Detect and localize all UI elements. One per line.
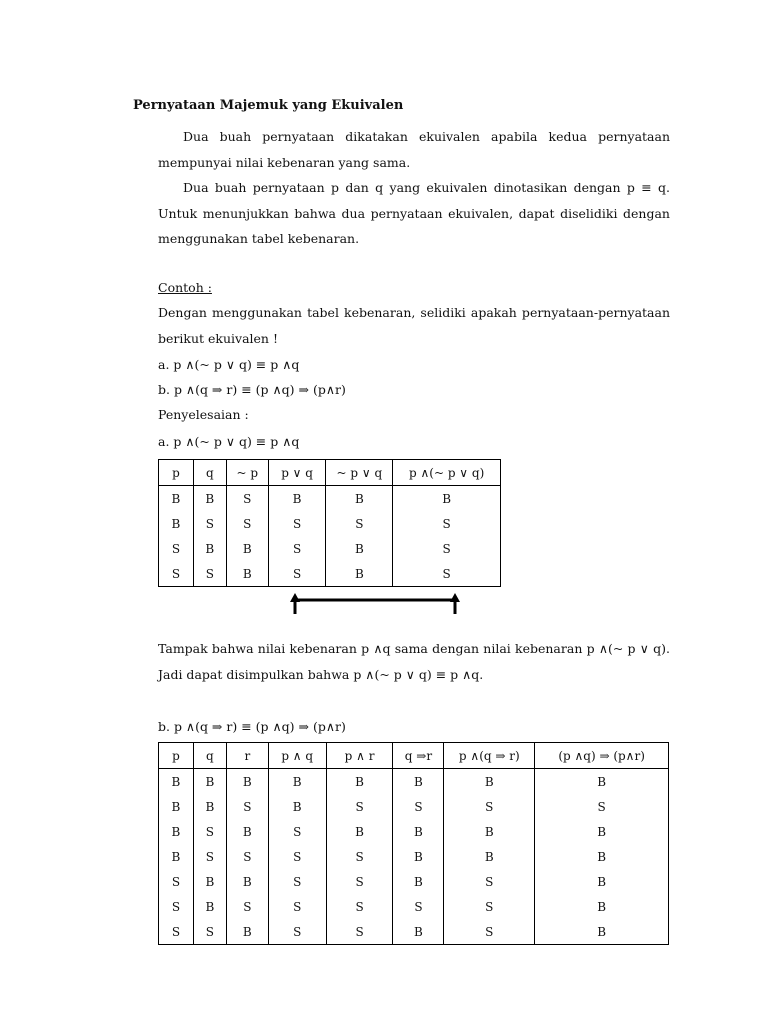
solution-b-title: b. p ∧(q ⇒ r) ≡ (p ∧q) ⇒ (p∧r): [158, 719, 346, 734]
table-cell: S: [326, 894, 393, 919]
table-row: [159, 486, 501, 512]
table-header-row: [159, 460, 501, 486]
table-cell: B: [226, 819, 268, 844]
table-cell: S: [444, 919, 535, 945]
table-cell: S: [444, 894, 535, 919]
table-cell: S: [268, 561, 326, 587]
column-header: p ∧(~ p ∨ q): [393, 460, 501, 486]
table-cell: B: [444, 769, 535, 795]
table-cell: S: [226, 894, 268, 919]
table-cell: S: [444, 794, 535, 819]
table-cell: B: [393, 769, 444, 795]
table-cell: B: [326, 536, 393, 561]
table-cell: S: [268, 894, 326, 919]
table-cell: B: [326, 769, 393, 795]
table-cell: S: [268, 511, 326, 536]
truth-table-a: [158, 459, 501, 587]
table-cell: B: [535, 844, 669, 869]
column-header: p: [159, 743, 194, 769]
paragraph-notation: Dua buah pernyataan p dan q yang ekuivalen dinotasikan dengan p ≡ q. Untuk menunjukkan bahwa dua pernyataan ekuivalen, dapat diselidiki dengan menggunakan tabel kebenaran.: [158, 180, 670, 246]
truth-table-b: [158, 742, 669, 945]
table-cell: B: [226, 561, 268, 587]
table-cell: B: [226, 869, 268, 894]
table-cell: B: [326, 561, 393, 587]
table-cell: S: [268, 819, 326, 844]
column-header: p ∧ r: [326, 743, 393, 769]
table-cell: B: [393, 819, 444, 844]
column-header: p ∨ q: [268, 460, 326, 486]
table-cell: S: [393, 536, 501, 561]
table-cell: B: [159, 769, 194, 795]
table-cell: B: [268, 794, 326, 819]
table-row: [159, 869, 669, 894]
table-cell: S: [193, 919, 226, 945]
table-cell: S: [393, 561, 501, 587]
paragraph-conclusion: Tampak bahwa nilai kebenaran p ∧q sama dengan nilai kebenaran p ∧(~ p ∨ q). Jadi dapat disimpulkan bahwa p ∧(~ p ∨ q) ≡ p ∧q.: [158, 641, 670, 682]
table-cell: S: [326, 869, 393, 894]
table-cell: B: [226, 769, 268, 795]
column-header: p ∧(q ⇒ r): [444, 743, 535, 769]
table-cell: S: [268, 844, 326, 869]
table-cell: S: [159, 869, 194, 894]
column-header: p ∧ q: [268, 743, 326, 769]
table-row: [159, 894, 669, 919]
column-header: q: [193, 743, 226, 769]
table-row: [159, 769, 669, 795]
table-cell: B: [193, 794, 226, 819]
table-cell: S: [159, 894, 194, 919]
table-cell: S: [159, 536, 194, 561]
table-cell: B: [535, 819, 669, 844]
column-header: (p ∧q) ⇒ (p∧r): [535, 743, 669, 769]
table-cell: S: [326, 511, 393, 536]
table-cell: B: [268, 486, 326, 512]
table-cell: S: [535, 794, 669, 819]
column-header: q: [193, 460, 226, 486]
table-cell: S: [226, 794, 268, 819]
table-cell: S: [444, 869, 535, 894]
table-cell: B: [444, 844, 535, 869]
table-cell: B: [535, 769, 669, 795]
table-cell: S: [226, 844, 268, 869]
table-cell: B: [393, 919, 444, 945]
table-cell: S: [226, 511, 268, 536]
table-cell: B: [326, 819, 393, 844]
table-cell: S: [393, 894, 444, 919]
table-row: [159, 794, 669, 819]
table-cell: B: [393, 844, 444, 869]
table-cell: B: [159, 511, 194, 536]
table-cell: B: [193, 869, 226, 894]
table-cell: B: [393, 869, 444, 894]
column-header: q ⇒r: [393, 743, 444, 769]
column-header: r: [226, 743, 268, 769]
table-cell: S: [193, 819, 226, 844]
table-cell: B: [444, 819, 535, 844]
table-cell: S: [268, 536, 326, 561]
table-cell: B: [159, 794, 194, 819]
table-cell: B: [535, 919, 669, 945]
solution-a-title: a. p ∧(~ p ∨ q) ≡ p ∧q: [158, 434, 300, 449]
table-cell: B: [226, 919, 268, 945]
table-cell: B: [159, 486, 194, 512]
comparison-arrow: [285, 590, 465, 616]
table-cell: B: [268, 769, 326, 795]
column-header: ~ p ∨ q: [326, 460, 393, 486]
table-cell: B: [535, 894, 669, 919]
table-cell: S: [393, 511, 501, 536]
table-header-row: [159, 743, 669, 769]
table-cell: B: [535, 869, 669, 894]
table-cell: S: [268, 919, 326, 945]
table-cell: S: [326, 794, 393, 819]
table-row: [159, 536, 501, 561]
table-cell: B: [193, 536, 226, 561]
table-cell: B: [159, 844, 194, 869]
table-cell: B: [193, 486, 226, 512]
table-row: [159, 511, 501, 536]
column-header: p: [159, 460, 194, 486]
column-header: ~ p: [226, 460, 268, 486]
solution-label: Penyelesaian :: [158, 407, 249, 422]
table-cell: S: [393, 794, 444, 819]
table-cell: S: [268, 869, 326, 894]
table-cell: B: [226, 536, 268, 561]
table-cell: S: [193, 511, 226, 536]
table-row: [159, 561, 501, 587]
table-cell: B: [159, 819, 194, 844]
table-cell: B: [193, 894, 226, 919]
table-cell: S: [159, 919, 194, 945]
problem-a: a. p ∧(~ p ∨ q) ≡ p ∧q: [158, 357, 300, 372]
example-label: Contoh :: [158, 280, 212, 295]
table-row: [159, 919, 669, 945]
paragraph-definition: Dua buah pernyataan dikatakan ekuivalen apabila kedua pernyataan mempunyai nilai kebenaran yang sama.: [158, 129, 670, 170]
table-row: [159, 819, 669, 844]
table-cell: B: [393, 486, 501, 512]
table-cell: B: [193, 769, 226, 795]
table-cell: S: [159, 561, 194, 587]
paragraph-instruction: Dengan menggunakan tabel kebenaran, selidiki apakah pernyataan-pernyataan berikut ekuivalen !: [158, 305, 670, 346]
table-cell: B: [326, 486, 393, 512]
table-cell: S: [193, 844, 226, 869]
table-cell: S: [326, 919, 393, 945]
problem-b: b. p ∧(q ⇒ r) ≡ (p ∧q) ⇒ (p∧r): [158, 382, 346, 397]
table-cell: S: [226, 486, 268, 512]
table-row: [159, 844, 669, 869]
section-heading: Pernyataan Majemuk yang Ekuivalen: [133, 98, 404, 113]
table-cell: S: [193, 561, 226, 587]
table-cell: S: [326, 844, 393, 869]
